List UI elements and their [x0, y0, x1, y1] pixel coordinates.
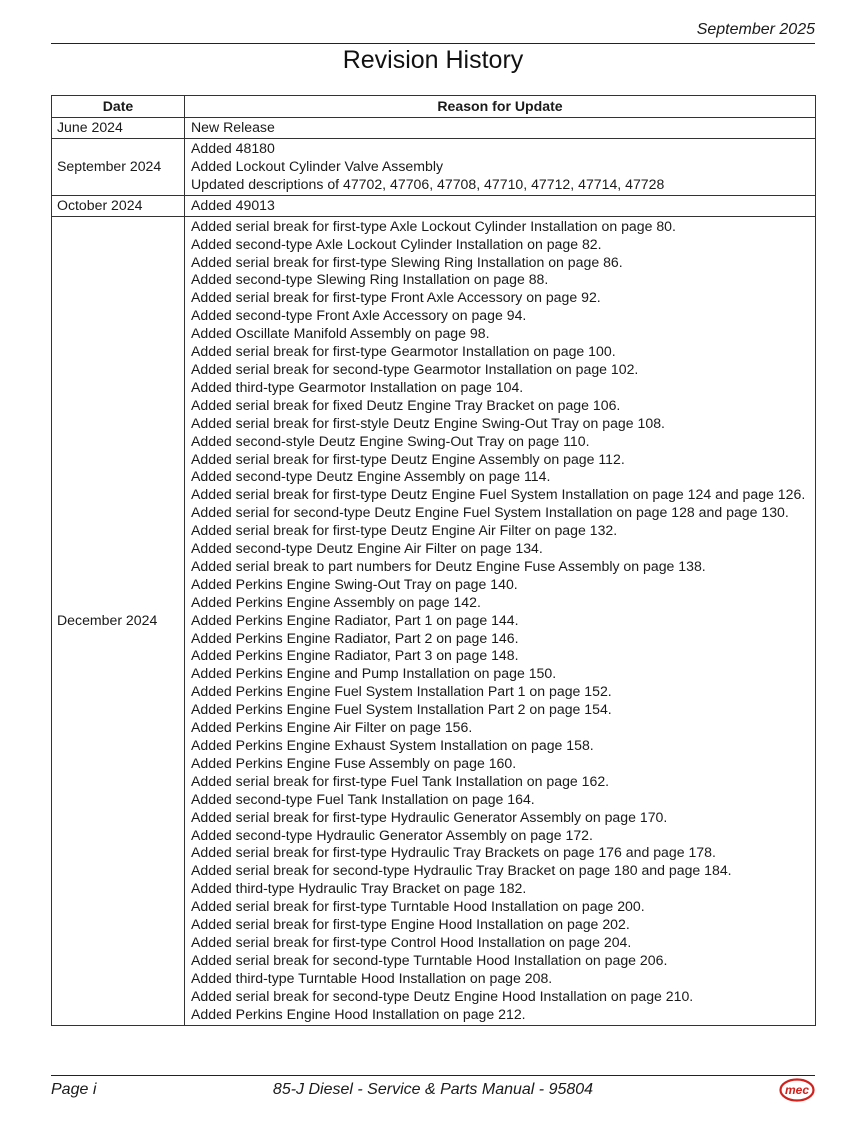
reason-line: Added Perkins Engine Fuel System Installation Part 1 on page 152.: [191, 683, 612, 700]
reason-line: Added 49013: [191, 196, 275, 213]
column-header-reason: Reason for Update: [185, 96, 816, 118]
reason-line: Added Perkins Engine and Pump Installation on page 150.: [191, 665, 557, 682]
reason-line: Added Perkins Engine Radiator, Part 3 on page 148.: [191, 647, 519, 664]
reason-line: Added serial break for first-type Deutz Engine Air Filter on page 132.: [191, 522, 618, 539]
reason-line: Added serial break for first-type Fuel Tank Installation on page 162.: [191, 772, 610, 789]
reason-line: Added serial break for first-type Control Hood Installation on page 204.: [191, 933, 632, 950]
revision-date: September 2024: [52, 139, 185, 196]
revision-reason: [185, 195, 816, 216]
mec-logo-text: mec: [784, 1083, 810, 1097]
reason-line: Added serial break for first-type Gearmotor Installation on page 100.: [191, 343, 616, 360]
reason-line: Added Oscillate Manifold Assembly on page 98.: [191, 325, 490, 342]
reason-line: New Release: [191, 119, 275, 136]
reason-line: Updated descriptions of 47702, 47706, 47708, 47710, 47712, 47714, 47728: [191, 175, 665, 192]
table-row: [52, 118, 816, 139]
reason-line: Added Perkins Engine Radiator, Part 2 on page 146.: [191, 629, 519, 646]
revision-date: October 2024: [52, 195, 185, 216]
reason-line: Added Perkins Engine Radiator, Part 1 on page 144.: [191, 611, 519, 628]
revision-date: June 2024: [52, 118, 185, 139]
reason-line: Added serial break for first-style Deutz Engine Swing-Out Tray on page 108.: [191, 414, 665, 431]
reason-line: Added second-type Hydraulic Generator Assembly on page 172.: [191, 826, 593, 843]
reason-line: Added serial break for second-type Deutz Engine Hood Installation on page 210.: [191, 987, 694, 1004]
reason-line: Added Perkins Engine Fuse Assembly on page 160.: [191, 754, 517, 771]
revision-reason: [185, 139, 816, 196]
table-row: [52, 195, 816, 216]
reason-line: Added Perkins Engine Swing-Out Tray on page 140.: [191, 575, 518, 592]
header-divider: [51, 43, 815, 44]
footer-divider: [51, 1075, 815, 1076]
reason-line: Added serial break for first-type Hydraulic Tray Brackets on page 176 and page 178.: [191, 844, 716, 861]
reason-line: Added third-type Hydraulic Tray Bracket on page 182.: [191, 880, 527, 897]
reason-line: Added Perkins Engine Fuel System Installation Part 2 on page 154.: [191, 701, 612, 718]
header-date: September 2025: [696, 21, 815, 38]
revision-date: December 2024: [52, 216, 185, 1025]
reason-line: Added serial break to part numbers for Deutz Engine Fuse Assembly on page 138.: [191, 557, 706, 574]
reason-line: Added second-type Deutz Engine Air Filter on page 134.: [191, 540, 543, 557]
reason-line: Added serial break for first-type Deutz Engine Assembly on page 112.: [191, 450, 625, 467]
reason-line: Added Perkins Engine Hood Installation on page 212.: [191, 1005, 526, 1022]
reason-line: Added second-style Deutz Engine Swing-Out Tray on page 110.: [191, 432, 590, 449]
reason-line: Added second-type Fuel Tank Installation on page 164.: [191, 790, 535, 807]
reason-line: Added second-type Axle Lockout Cylinder Installation on page 82.: [191, 235, 602, 252]
reason-line: Added serial break for second-type Hydraulic Tray Bracket on page 180 and page 184.: [191, 862, 732, 879]
reason-line: Added Lockout Cylinder Valve Assembly: [191, 157, 443, 174]
reason-line: Added serial break for second-type Turntable Hood Installation on page 206.: [191, 951, 668, 968]
reason-line: Added third-type Turntable Hood Installation on page 208.: [191, 969, 553, 986]
reason-line: Added serial break for first-type Hydraulic Generator Assembly on page 170.: [191, 808, 668, 825]
revision-reason: [185, 216, 816, 1025]
reason-line: Added serial break for first-type Axle Lockout Cylinder Installation on page 80.: [191, 217, 676, 234]
reason-line: Added serial break for first-type Front Axle Accessory on page 92.: [191, 289, 601, 306]
manual-title: 85-J Diesel - Service & Parts Manual - 95804: [272, 1081, 594, 1098]
reason-line: Added serial break for first-type Turntable Hood Installation on page 200.: [191, 898, 645, 915]
reason-line: Added Perkins Engine Air Filter on page 156.: [191, 719, 473, 736]
reason-line: Added Perkins Engine Assembly on page 142.: [191, 593, 481, 610]
table-row: [52, 139, 816, 196]
table-row: [52, 216, 816, 1025]
mec-logo-icon: [779, 1078, 815, 1102]
reason-line: Added serial break for first-type Slewing Ring Installation on page 86.: [191, 253, 623, 270]
reason-line: Added serial break for fixed Deutz Engine Tray Bracket on page 106.: [191, 396, 621, 413]
reason-line: Added serial break for second-type Gearmotor Installation on page 102.: [191, 360, 639, 377]
reason-line: Added second-type Front Axle Accessory on page 94.: [191, 307, 527, 324]
reason-line: Added second-type Slewing Ring Installation on page 88.: [191, 271, 549, 288]
reason-line: Added serial for second-type Deutz Engine Fuel System Installation on page 128 and page 130.: [191, 504, 789, 521]
reason-line: Added serial break for first-type Engine Hood Installation on page 202.: [191, 916, 630, 933]
page-number: Page i: [51, 1081, 97, 1098]
table-body: [52, 118, 816, 1026]
column-header-date: Date: [52, 96, 185, 118]
reason-line: Added third-type Gearmotor Installation on page 104.: [191, 378, 524, 395]
revision-table: [51, 95, 816, 1026]
reason-line: Added Perkins Engine Exhaust System Installation on page 158.: [191, 737, 594, 753]
table-header-row: [52, 96, 816, 118]
reason-line: Added 48180: [191, 140, 275, 156]
page-title: Revision History: [342, 46, 524, 74]
reason-line: Added serial break for first-type Deutz Engine Fuel System Installation on page 124 and page 126.: [191, 486, 806, 503]
reason-line: Added second-type Deutz Engine Assembly on page 114.: [191, 468, 551, 485]
revision-reason: [185, 118, 816, 139]
